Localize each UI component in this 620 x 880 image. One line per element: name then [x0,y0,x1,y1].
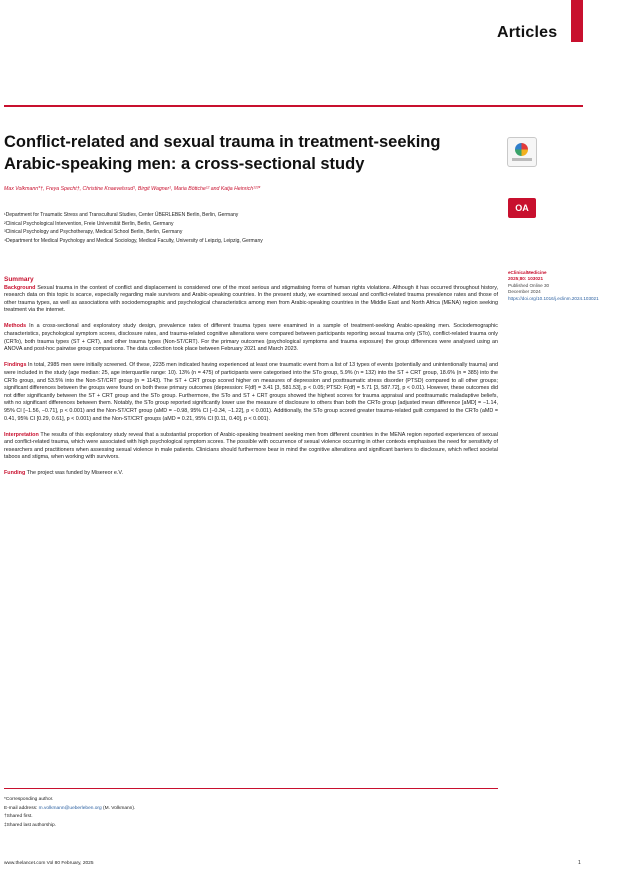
affiliation-4: ⁴Department for Medical Psychology and Medical Sociology, Medical Faculty, University of Leipzig, Leipzig, Germany [4,238,263,245]
affiliations [4,211,494,246]
email-link[interactable]: m.volkmann@ueberleben.org [38,805,102,811]
shared-last-note: ‡Shared last authorship. [4,822,56,828]
affiliation-1: ¹Department for Traumatic Stress and Transcultural Studies, Center ÜBERLEBEN Berlin, Berlin, Germany [4,212,239,218]
section-label: Articles [497,24,558,41]
findings-label: Findings [4,362,27,369]
author-list: Max Volkmann*†, Freya Specht†, Christine Knaevelsrud¹, Birgit Wagner¹, Maria Böttche¹² and Katja Heinrich¹²³* [4,186,261,192]
page-number: 1 [578,860,581,866]
interpretation-paragraph [4,432,498,462]
badge-caption [512,158,532,161]
interpretation-label: Interpretation [4,431,39,438]
footer-citation: www.thelancet.com Vol 80 February, 2025 [4,861,94,866]
corresponding-note: *Corresponding author. [4,797,54,802]
email-label: E-mail address: [4,805,38,811]
journal-name: eClinicalMedicine [508,270,547,275]
funding-text: The project was funded by Misereor e.V. [26,470,123,477]
background-text: Sexual trauma in the context of conflict and displacement is considered one of the most serious and stigmatising forms of human rights violations. Although it has occurred throughout history, research data on this topic is scarce, especially regarding male survivors and Arabic-speaking countries. In the present study, we examined sexual and conflict-related trauma prevalence rates and those of other trauma types, as well as associations with sociodemographic and psychological characteristics among men from Arabic-speaking countries in the Middle East and North Africa (MENA) region seeking treatment via the internet. [4,284,498,314]
findings-text: In total, 2985 men were initially screened. Of these, 2235 men indicated having experienced at least one traumatic event from a list of 13 types of events (potentially and unintentionally trauma) and were included in the study (age median: 25, age interquartile range: 10). 13% (n = 475) of participants were categorised into the STo group, 5.9% (n = 132) into the ST + CRT group, 18.6% (n = 385) into the CRTo group, and 53.5% into the Non-ST/CRT group (n = 1143). The ST + CRT group scored higher on measures of depression and posttraumatic stress disorder (PTSD) compared to all other groups; significant differences between the groups were found on both these primary outcomes (depression: F(df) = 3.41 [3, 581.53], p < 0.05; PTSD: F(df) = 5.71 [3, 587.72], p < 0.01). However, these outcomes did not differ significantly between the ST + CRT group and the STo group. Furthermore, the STo and ST + CRT groups showed the highest scores for trauma appraisal and posttraumatic maladaptive beliefs, with no significant differences between them. Notably, the STo group reported significantly lower use the measure of disclosure to others than both the CRTo group (adjusted mean difference [aMD] = −1.14, 95% CI [−1.56, −0.71], p < 0.001) and the Non-ST/CRT group (aMD = −0.98, 95% CI [−0.34, −1.22], p < 0.001). Additionally, the STo group scored greater trauma-related guilt compared to the CRTo (aMD = 0.41, 95% CI [0.29, 0.61], p < 0.001) and the Non-ST/CRT groups (aMD = 0.21, 95% CI [0.11, 0.40], p < 0.001). [4,362,499,422]
methods-label: Methods [4,323,27,330]
interpretation-text: The results of this exploratory study reveal that a substantial proportion of Arabic-speaking treatment seeking men from different countries in the MENA region reported experiences of sexual and conflict-related trauma, which were associated with high psychological symptom scores. The possible with occurrence of sexual violence occurring in other contexts emphasises the need for sensitivity of researchers and practitioners when assessing sexual violence in male patients. Clinicians should furthermore bear in mind the cognitive alterations and significant barriers to disclosure, which reflect societal taboos and stigma, when working with survivors. [4,431,499,461]
check-for-updates-icon[interactable] [507,137,537,167]
background-paragraph [4,285,498,315]
top-divider [4,105,583,107]
affiliation-3: ³Clinical Psychology and Psychotherapy, Medical School Berlin, Berlin, Germany [4,229,183,236]
section-tab-marker [571,0,583,42]
findings-paragraph [4,362,498,423]
article-title: Conflict-related and sexual trauma in treatment-seeking Arabic-speaking men: a cross-sectional study [4,133,441,173]
doi-link[interactable]: https://doi.org/10.1016/j.eclinm.2024.103021 [508,295,599,301]
affiliation-2: ²Clinical Psychological Intervention, Freie Universität Berlin, Berlin, Germany [4,220,174,227]
crossmark-icon [515,143,528,156]
methods-text: In a cross-sectional and exploratory study design, prevalence rates of different trauma types were examined in a sample of treatment-seeking Arabic-speaking men. Sociodemographic characteristics, psychological symptom scores, disclosure rates, and trauma-related cognitive alterations were compared between participants reporting sexual trauma only (STo), conflict-related trauma only (CRTo), both trauma types (ST + CRT), and other trauma types (Non-ST/CRT). For the primary outcomes (psychological symptoms and trauma exposure) the group differences were analysed using an ANOVA and post-hoc pairwise group comparisons. The data collection took place between February 2021 and March 2023. [4,323,499,353]
article-sidebar [508,270,599,302]
published-date: Published Online 30 December 2024 [508,282,550,295]
footnotes [4,796,498,830]
funding-label: Funding [4,470,26,477]
email-note [4,805,498,814]
funding-paragraph [4,470,498,478]
email-suffix: (M. Volkmann). [103,805,136,811]
methods-paragraph [4,323,498,353]
background-label: Background [4,284,36,291]
summary-heading: Summary [4,276,34,283]
open-access-badge: OA [508,198,536,218]
shared-first-note: †Shared first. [4,814,33,819]
journal-issue: 2025;80: 103021 [508,276,543,282]
abstract [4,276,498,487]
footnote-divider [4,788,498,789]
